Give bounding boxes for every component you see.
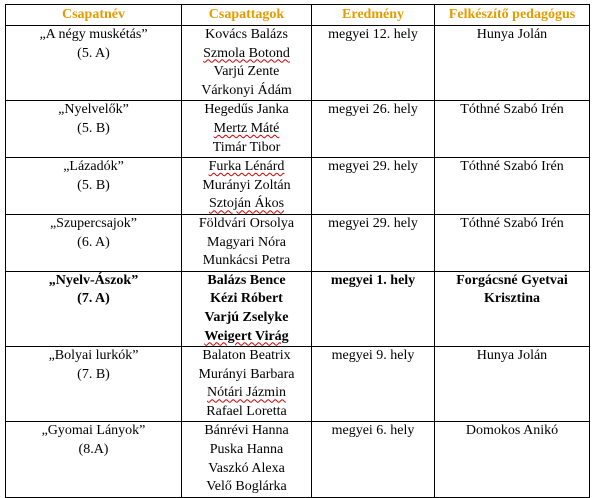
member-name: Balaton Beatrix (202, 348, 291, 364)
result-cell (312, 422, 435, 497)
teacher-name: Hunya Jolán (476, 348, 548, 364)
member-name: Várkonyi Ádám (201, 82, 292, 98)
result-value: megyei 26. hely (328, 102, 418, 118)
teacher-cell (435, 26, 590, 101)
member-name: Vaszkó Alexa (208, 460, 285, 476)
team-name: „Gyomai Lányok” (41, 423, 146, 439)
member-name: Mertz Máté (213, 120, 280, 136)
header-members: Csapattagok (182, 5, 312, 26)
result-cell (312, 271, 435, 346)
result-value: megyei 6. hely (331, 423, 415, 439)
member-name: Munkácsi Petra (202, 253, 291, 269)
members-cell (182, 271, 312, 346)
header-row (6, 5, 590, 26)
team-cell (6, 214, 182, 271)
member-name: Furka Lénárd (208, 159, 285, 175)
teacher-name: Domokos Anikó (465, 423, 559, 439)
member-name: Szmola Botond (203, 45, 290, 61)
member-name: Bánrévi Hanna (204, 423, 289, 439)
teacher-cell (435, 271, 590, 346)
table-row (6, 26, 590, 101)
member-name: Puska Hanna (209, 442, 284, 458)
result-value: megyei 29. hely (328, 159, 418, 175)
teacher-name: Forgácsné Gyetvai (456, 272, 568, 288)
members-cell (182, 214, 312, 271)
member-name: Nótári Jázmin (207, 385, 286, 401)
members-cell (182, 158, 312, 215)
table-row (6, 101, 590, 158)
member-name: Murányi Barbara (198, 366, 295, 382)
team-cell (6, 347, 182, 422)
team-cell (6, 271, 182, 346)
team-class: (5. B) (77, 120, 110, 136)
member-name: Rafael Loretta (206, 403, 287, 419)
table-row (6, 347, 590, 422)
teacher-name: Hunya Jolán (476, 27, 548, 42)
member-name: Sztoján Ákos (208, 196, 285, 212)
result-cell (312, 26, 435, 101)
member-name: Varjú Zselyke (204, 309, 289, 325)
team-name: „Szupercsajok” (49, 215, 138, 231)
table-row (6, 271, 590, 346)
team-class: (5. B) (77, 177, 110, 193)
result-cell (312, 347, 435, 422)
teacher-cell (435, 214, 590, 271)
member-name: Balázs Bence (207, 272, 286, 288)
team-cell (6, 26, 182, 101)
results-table (5, 4, 590, 498)
result-value: megyei 1. hely (330, 272, 416, 288)
team-class: (5. A) (77, 45, 110, 61)
result-value: megyei 12. hely (328, 27, 418, 42)
team-name: „A négy muskétás” (39, 27, 148, 42)
table-row (6, 214, 590, 271)
result-cell (312, 101, 435, 158)
member-name: Velő Boglárka (206, 479, 287, 495)
member-name: Murányi Zoltán (202, 177, 291, 193)
team-class: (7. A) (77, 291, 110, 307)
teacher-name: Tóthné Szabó Irén (460, 159, 564, 175)
team-name: „Nyelv-Ászok” (48, 272, 139, 288)
team-name: „Nyelvelők” (58, 102, 129, 118)
header-teacher: Felkészítő pedagógus (435, 5, 590, 26)
header-result: Eredmény (312, 5, 435, 26)
teacher-cell (435, 422, 590, 497)
team-class: (7. B) (77, 366, 110, 382)
team-class: (6. A) (77, 234, 110, 250)
teacher-cell (435, 101, 590, 158)
teacher-cell (435, 158, 590, 215)
teacher-name: Tóthné Szabó Irén (460, 102, 564, 118)
team-cell (6, 101, 182, 158)
member-name: Hegedűs Janka (204, 102, 289, 118)
team-name: „Bolyai lurkók” (48, 348, 139, 364)
team-cell (6, 158, 182, 215)
result-cell (312, 214, 435, 271)
member-name: Magyari Nóra (207, 234, 286, 250)
members-cell (182, 347, 312, 422)
result-cell (312, 158, 435, 215)
members-cell (182, 26, 312, 101)
member-name: Földvári Orsolya (198, 215, 295, 231)
member-name: Kovács Balázs (205, 27, 288, 42)
result-value: megyei 29. hely (328, 215, 418, 231)
result-value: megyei 9. hely (331, 348, 415, 364)
member-name: Weigert Virág (204, 328, 289, 344)
document-page (5, 4, 593, 498)
teacher-cell (435, 347, 590, 422)
team-cell (6, 422, 182, 497)
member-name: Timár Tibor (212, 139, 281, 155)
team-name: „Lázadók” (63, 159, 124, 175)
teacher-name: Tóthné Szabó Irén (460, 215, 564, 231)
member-name: Kézi Róbert (210, 291, 283, 307)
table-row (6, 158, 590, 215)
team-class: (8.A) (78, 442, 109, 458)
member-name: Varjú Zente (213, 64, 280, 80)
members-cell (182, 101, 312, 158)
table-row (6, 422, 590, 497)
teacher-name: Krisztina (484, 291, 540, 307)
header-team-name: Csapatnév (6, 5, 182, 26)
members-cell (182, 422, 312, 497)
